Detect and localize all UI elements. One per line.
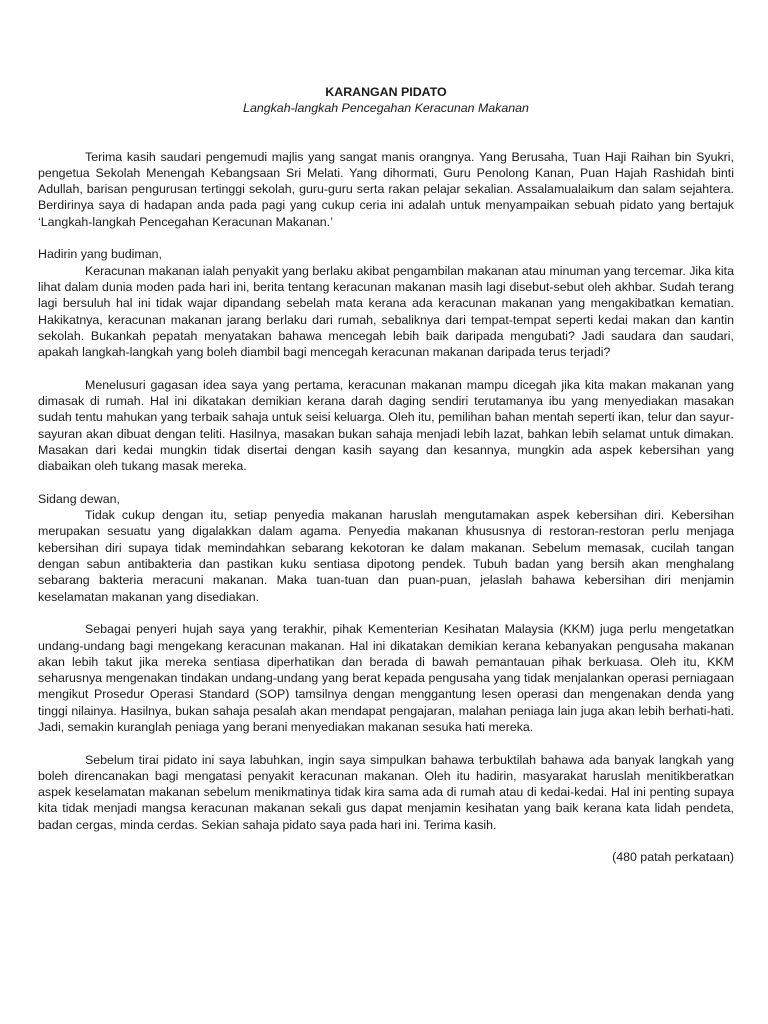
document-page — [38, 84, 734, 866]
spacer — [38, 117, 734, 149]
paragraph-conclusion: Sebelum tirai pidato ini saya labuhkan, ingin saya simpulkan bahawa terbuktilah bahawa ada banyak langkah yang boleh direncanakan bagi mengatasi penyakit keracunan makanan. Oleh itu hadirin, masyarakat haruslah menitikberatkan aspek keselamatan makanan sebelum menikmatinya tidak kira sama ada di rumah atau di kedai-kedai. Hal ini penting supaya kita tidak menjadi mangsa keracunan makanan sekali gus dapat menjamin kesihatan yang baik kerana kata lidah pendeta, badan cergas, minda cerdas. Sekian sahaja pidato saya pada hari ini. Terima kasih. — [38, 752, 734, 832]
salutation-hadirin: Hadirin yang budiman, — [38, 247, 162, 262]
word-count: (480 patah perkataan) — [612, 850, 734, 865]
paragraph-introduction: Keracunan makanan ialah penyakit yang berlaku akibat pengambilan makanan atau minuman yang tercemar. Jika kita lihat dalam dunia moden pada hari ini, berita tentang keracunan makanan masih lagi disebut-sebut oleh akhbar. Sudah terang lagi bersuluh hal ini tidak wajar dipandang sebelah mata kerana ada keracunan makanan yang mengakibatkan kematian. Hakikatnya, keracunan makanan jarang berlaku dari rumah, sebaliknya dari tempat-tempat seperti kedai makan dan kantin sekolah. Bukankah pepatah menyatakan bahawa mencegah lebih baik daripada mengubati? Jadi saudara dan saudari, apakah langkah-langkah yang boleh diambil bagi mencegah keracunan makanan daripada terus terjadi? — [38, 263, 734, 360]
document-subtitle: Langkah-langkah Pencegahan Keracunan Makanan — [243, 101, 529, 116]
paragraph-opening: Terima kasih saudari pengemudi majlis yang sangat manis orangnya. Yang Berusaha, Tuan Haji Raihan bin Syukri, pengetua Sekolah Menengah Kebangsaan Sri Melati. Yang dihormati, Guru Penolong Kanan, Puan Hajah Rashidah binti Adullah, barisan pengurusan tertinggi sekolah, guru-guru serta rakan pelajar sekalian. Assalamualaikum dan salam sejahtera. Berdirinya saya di hadapan anda pada pagi yang cukup ceria ini adalah untuk menyampaikan sebuah pidato yang bertajuk ‘Langkah-langkah Pencegahan Keracunan Makanan.’ — [38, 149, 734, 229]
paragraph-point-three: Sebagai penyeri hujah saya yang terakhir, pihak Kementerian Kesihatan Malaysia (KKM) juga perlu mengetatkan undang-undang bagi mengekang keracunan makanan. Hal ini dikatakan demikian kerana kebanyakan pengusaha makanan akan lebih takut jika mereka sentiasa diperhatikan dan berada di bawah pemantauan pihak berkuasa. Oleh itu, KKM seharusnya mengenakan tindakan undang-undang yang berat kepada pengusaha yang tidak menjalankan operasi perniagaan mengikut Prosedur Operasi Standard (SOP) tamsilnya dengan menggantung lesen operasi dan mengenakan denda yang tinggi nilainya. Hasilnya, bukan sahaja pesalah akan mendapat pengajaran, malahan peniaga lain juga akan lebih berhati-hati. Jadi, semakin kuranglah peniaga yang berani menyediakan makanan sesuka hati mereka. — [38, 622, 734, 734]
spacer — [38, 475, 734, 491]
spacer — [38, 735, 734, 751]
spacer — [38, 833, 734, 849]
document-title: KARANGAN PIDATO — [325, 85, 447, 99]
spacer — [38, 605, 734, 621]
salutation-sidang-dewan: Sidang dewan, — [38, 491, 120, 506]
spacer — [38, 360, 734, 376]
paragraph-point-two: Tidak cukup dengan itu, setiap penyedia makanan haruslah mengutamakan aspek kebersihan diri. Kebersihan merupakan sesuatu yang digalakkan dalam agama. Penyedia makanan khususnya di restoran-restoran perlu menjaga kebersihan diri supaya tidak memindahkan sebarang kekotoran ke dalam makanan. Sebelum memasak, cucilah tangan dengan sabun antibakteria dan pastikan kuku sentiasa dipotong pendek. Tubuh badan yang bersih akan menghalang sebarang bakteria meracuni makanan. Maka tuan-tuan dan puan-puan, jelaslah bahawa kebersihan diri menjamin keselamatan makanan yang disediakan. — [38, 508, 734, 604]
spacer — [38, 230, 734, 246]
paragraph-point-one: Menelusuri gagasan idea saya yang pertama, keracunan makanan mampu dicegah jika kita makan makanan yang dimasak di rumah. Hal ini dikatakan demikian kerana darah daging sendiri terutamanya ibu yang menyediakan masakan sudah tentu mahukan yang terbaik sahaja untuk seisi keluarga. Oleh itu, pemilihan bahan mentah seperti ikan, telur dan sayur-sayuran akan dibuat dengan teliti. Hasilnya, masakan bukan sahaja menjadi lebih lazat, bahkan lebih selamat untuk dimakan. Masakan dari kedai mungkin tidak disertai dengan kasih sayang dan kesannya, mungkin ada aspek kebersihan yang diabaikan oleh tukang masak mereka. — [38, 377, 734, 474]
